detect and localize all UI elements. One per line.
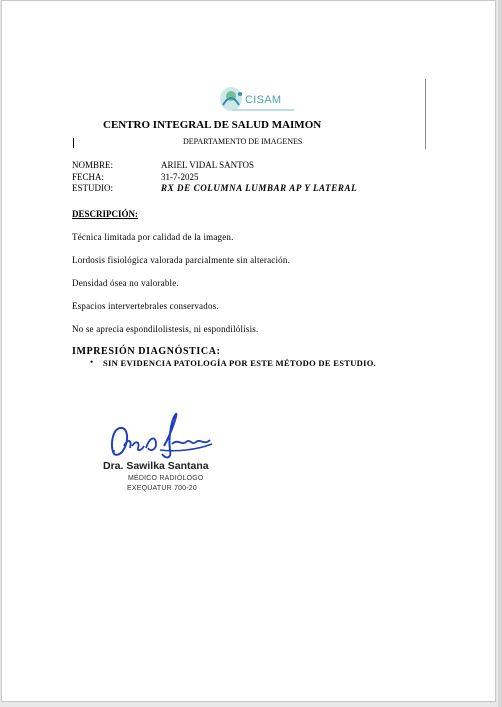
header-divider <box>425 79 426 149</box>
bullet-icon: • <box>90 357 94 367</box>
name-value: ARIEL VIDAL SANTOS <box>161 160 255 170</box>
logo-underline <box>232 109 294 111</box>
date-label: FECHA: <box>72 172 105 182</box>
signatory-role: MÉDICO RADIÓLOGO <box>128 475 204 482</box>
document-page <box>1 0 496 702</box>
description-heading: DESCRIPCIÓN: <box>72 209 139 219</box>
window-scrollbar[interactable] <box>498 0 502 707</box>
date-value: 31-7-2025 <box>161 172 199 182</box>
impression-item: SIN EVIDENCIA PATOLOGÍA POR ESTE MÉTODO DE ESTUDIO. <box>103 358 377 368</box>
study-label: ESTUDIO: <box>72 183 113 193</box>
description-line: Lordosis fisiológica valorada parcialmente sin alteración. <box>72 255 291 265</box>
description-line: No se aprecia espondilolistesis, ni espondilólisis. <box>72 324 259 334</box>
description-line: Espacios intervertebrales conservados. <box>72 301 219 311</box>
logo-wordmark: CISAM <box>245 94 282 106</box>
name-label: NOMBRE: <box>72 160 114 170</box>
description-line: Técnica limitada por calidad de la imagen. <box>72 232 234 242</box>
signatory-name: Dra. Sawilka Santana <box>103 460 209 472</box>
institution-title: CENTRO INTEGRAL DE SALUD MAIMON <box>103 119 322 131</box>
text-cursor <box>73 138 74 148</box>
study-value: RX DE COLUMNA LUMBAR AP Y LATERAL <box>161 183 358 193</box>
description-line: Densidad ósea no valorable. <box>72 278 179 288</box>
impression-heading: IMPRESIÓN DIAGNÓSTICA: <box>72 346 221 357</box>
handwritten-signature <box>106 406 216 466</box>
signatory-exequatur: EXEQUATUR 700-20 <box>127 485 197 492</box>
department-title: DEPARTAMENTO DE IMAGENES <box>183 137 303 146</box>
